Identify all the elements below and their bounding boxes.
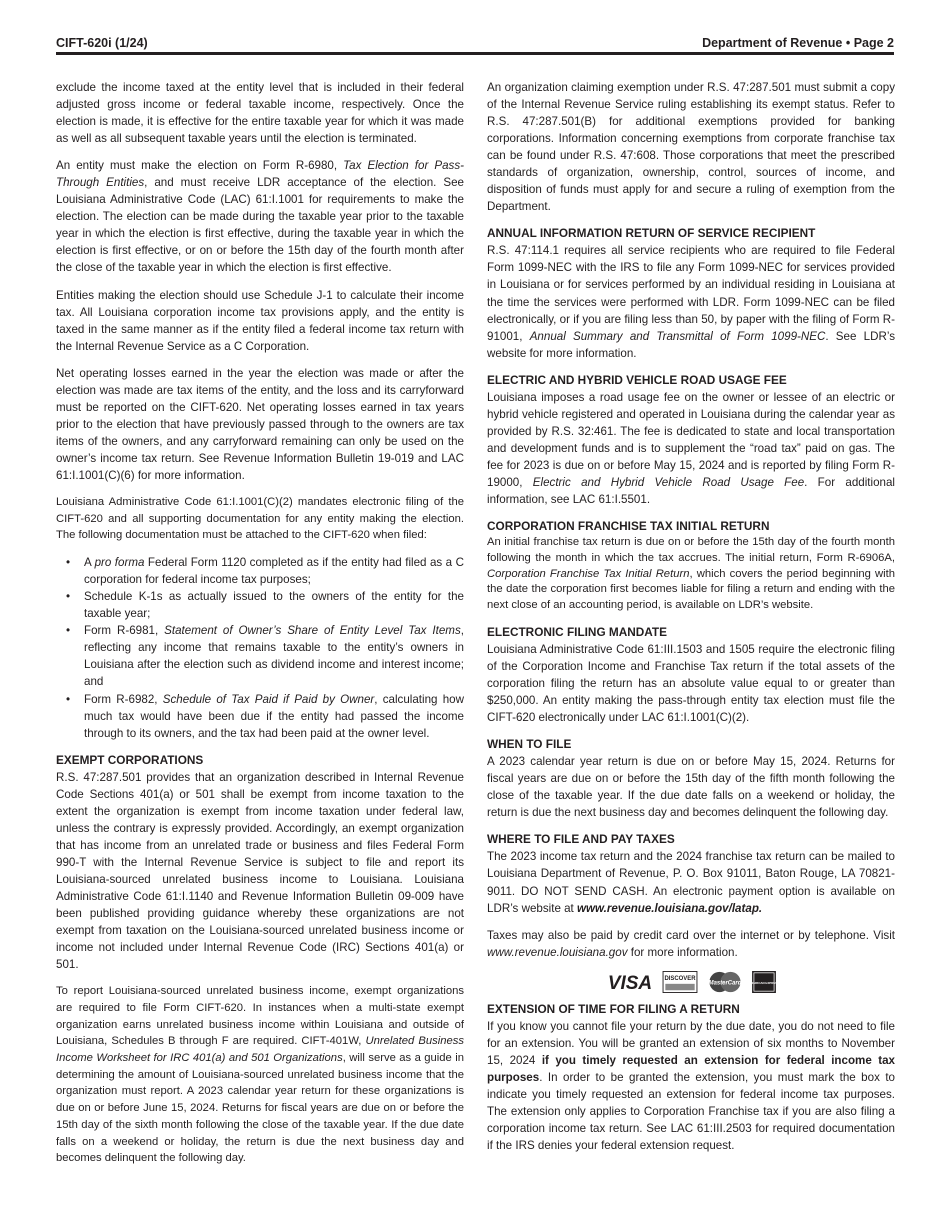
right-column xyxy=(487,79,895,1164)
section-heading-when: WHEN TO FILE xyxy=(487,737,572,752)
list-item: • Form R-6982, Schedule of Tax Paid if Paid by Owner, calculating how much tax would have been due if the entity had passed the income through to its owners, and the tax had been paid at the owner level. xyxy=(66,692,464,740)
paragraph: An organization claiming exemption under R.S. 47:287.501 must submit a copy of the Internal Revenue Service ruling establishing its exempt status. Refer to R.S. 47:287.501(B) for additional exemptions provided for banking corporations. Information concerning exemptions from corporate franchise tax can be found under R.S. 47:608. Those corporations that meet the prescribed standards of organization, ownership, control, sources of income, and disposition of funds must apply for and secure a ruling of exemption from the Department. xyxy=(487,81,895,214)
section-heading-efile: ELECTRONIC FILING MANDATE xyxy=(487,625,668,640)
paragraph: Entities making the election should use Schedule J-1 to calculate their income tax. All Louisiana corporation income tax provisions apply, and the entity is taxed in the same manner as if the entity filed a federal income tax return with the Internal Revenue Service as a C Corporation. xyxy=(56,288,464,353)
mastercard-icon xyxy=(705,971,745,993)
paragraph: Louisiana imposes a road usage fee on the owner or lessee of an electric or hybrid vehicle registered and operated in Louisiana during the calendar year as provided by R.S. 32:461. The fee is dedicated to state and local transportation and development funds and is to supplement the “road tax” paid on gas. The fee for 2023 is due on or before May 15, 2024 and is reported by filing Form R-19000, Electric and Hybrid Vehicle Road Usage Fee. For additional information, see LAC 61:I.5501. xyxy=(487,390,896,506)
svg-text:AMERICAN EXPRESS: AMERICAN EXPRESS xyxy=(748,980,780,985)
form-id: CIFT-620i (1/24) xyxy=(56,36,148,50)
paragraph: R.S. 47:114.1 requires all service recipients who are required to file Federal Form 1099-NEC with the IRS to file any Form 1099-NEC for services provided in Louisiana or for services performed by an individual residing in Louisiana at the time the services were performed with LDR. Form 1099-NEC can be filed electronically, or if you are filing less than 50, by paper with the filing of Form R-91001, Annual Summary and Transmittal of Form 1099-NEC. See LDR’s website for more information. xyxy=(487,244,895,360)
paragraph: If you know you cannot file your return by the due date, you do not need to file for an extension. You will be granted an extension of six months to November 15, 2024 if you timely requested an extension for federal income tax purposes. In order to be granted the extension, you must mark the box to indicate you timely requested an extension for federal income tax purposes. The extension only applies to Corporation Franchise tax if you are also filing a corporation income tax return. See LAC 61:III.2503 for required documentation if the IRS denies your federal extension request. xyxy=(487,1019,895,1153)
credit-card-logos xyxy=(487,971,895,993)
header-rule xyxy=(56,52,894,55)
section-heading-franchise: CORPORATION FRANCHISE TAX INITIAL RETURN xyxy=(487,519,770,534)
section-heading-annual: ANNUAL INFORMATION RETURN OF SERVICE RECIPIENT xyxy=(487,226,816,241)
paragraph: An entity must make the election on Form R-6980, Tax Election for Pass-Through Entities, and must receive LDR acceptance of the election. See Louisiana Administrative Code (LAC) 61:I.1001 for requirements to make the election. The election can be made during the taxable year prior to the taxable year in which the election is first effective, during the taxable year in which the election is first effective, or on or before the 15th day of the fourth month after the close of the taxable year in which the election is first effective. xyxy=(56,159,465,275)
svg-text:VISA: VISA xyxy=(607,972,653,994)
section-heading-exempt: EXEMPT CORPORATIONS xyxy=(56,752,204,767)
visa-icon xyxy=(605,971,655,993)
paragraph: Taxes may also be paid by credit card over the internet or by telephone. Visit www.revenue.louisiana.gov for more information. xyxy=(487,928,895,959)
discover-icon xyxy=(661,971,699,993)
page-header xyxy=(56,35,894,53)
revenue-link[interactable]: www.revenue.louisiana.gov xyxy=(487,945,628,959)
paragraph: An initial franchise tax return is due on or before the 15th day of the fourth month following the month in which the tax accrues. The initial return, Form R-6906A, Corporation Franchise Tax Initial Return, which covers the period beginning with the date the corporation first becomes liable for filing a return and ending with the next close of an accounting period, is available on LDR’s website. xyxy=(487,536,895,612)
paragraph: To report Louisiana-sourced unrelated business income, exempt organizations are required to file Form CIFT-620. In instances when a multi-state exempt organization earns unrelated business income within Louisiana and outside of Louisiana, Schedules B through F are required. CIFT-401W, Unrelated Business Income Worksheet for IRC 401(a) and 501 Organizations, will serve as a guide in determining the amount of Louisiana-sourced unrelated business income that the organization must report. A 2023 calendar year return for these organizations is due on or before June 15, 2024. Returns for fiscal years are due on or before the 15th day of the sixth month following the close of the taxable year. If the due date falls on a weekend or holiday, the return is due the next business day and becomes delinquent the following day. xyxy=(56,985,465,1165)
amex-icon xyxy=(748,971,780,993)
department-page-label: Department of Revenue • Page 2 xyxy=(702,36,894,50)
left-column xyxy=(56,79,464,1177)
section-heading-ev: ELECTRIC AND HYBRID VEHICLE ROAD USAGE FEE xyxy=(487,372,787,387)
paragraph: Net operating losses earned in the year the election was made or after the election was made are tax items of the entity, and the loss and its carryforward must be reported on the CIFT-620. Net operating losses earned in tax years prior to the election that have previously passed through to the owners are tax items of the owners, and any carryforward remaining can only be used on the owner’s income tax return. See Revenue Information Bulletin 19-019 and LAC 61:I.1001(C)(6) for more information. xyxy=(56,366,464,482)
latap-link[interactable]: www.revenue.louisiana.gov/latap. xyxy=(577,901,763,915)
paragraph: A 2023 calendar year return is due on or before May 15, 2024. Returns for fiscal years are due on or before the 15th day of the fifth month following the close of the taxable year. If the due date falls on a weekend or holiday, the return is due the next business day and becomes delinquent the following day. xyxy=(487,755,895,820)
svg-text:DISCOVER: DISCOVER xyxy=(664,975,696,982)
paragraph: Louisiana Administrative Code 61:I.1001(C)(2) mandates electronic filing of the CIFT-620 and all supporting documentation for any entity making the election. The following documentation must be attached to the CIFT-620 when filed: xyxy=(56,496,464,542)
paragraph: exclude the income taxed at the entity level that is included in their federal adjusted gross income or federal taxable income, respectively. Once the election is made, it is effective for the entire taxable year for which it was made as well as all subsequent taxable years until the election is terminated. xyxy=(56,81,464,146)
section-heading-where: WHERE TO FILE AND PAY TAXES xyxy=(487,832,675,847)
paragraph: Louisiana Administrative Code 61:III.1503 and 1505 require the electronic filing of the Corporation Income and Franchise Tax return if the total assets of the corporation filing the return has an absolute value equal to or greater than $250,000. An entity making the pass-through entity tax election must file the CIFT-620 electronically under LAC 61:I.1001(C)(2). xyxy=(487,643,895,725)
paragraph: R.S. 47:287.501 provides that an organization described in Internal Revenue Code Sections 401(a) or 501 shall be exempt from income taxation to the extent the organization is exempt from income taxation under federal law, unless the contrary is expressly provided. Accordingly, an exempt organization that has income from an unrelated trade or business and files Federal Form 990-T with the Internal Revenue Service is subject to file and report its Louisiana-sourced unrelated business income to Louisiana. Louisiana Administrative Code 61:I.1140 and Revenue Information Bulletin 09-009 have been published providing guidance whereby these organizations are not exempt from taxation on the Louisiana-sourced unrelated business income or income not included under Internal Revenue Code (IRC) Sections 401(a) or 501. xyxy=(56,770,464,972)
svg-text:MasterCard: MasterCard xyxy=(708,980,742,987)
list-item: • Schedule K-1s as actually issued to the owners of the entity for the taxable year; xyxy=(66,590,464,621)
list-item: • Form R-6981, Statement of Owner’s Share of Entity Level Tax Items, reflecting any income that remains taxable to the entity’s owners in Louisiana after the election such as dividend income and interest income; and xyxy=(66,624,464,689)
documentation-list xyxy=(56,554,464,742)
list-item: • A pro forma Federal Form 1120 completed as if the entity had filed as a C corporation for federal income tax purposes; xyxy=(66,556,464,587)
section-heading-extension: EXTENSION OF TIME FOR FILING A RETURN xyxy=(487,1001,740,1016)
paragraph: The 2023 income tax return and the 2024 franchise tax return can be mailed to Louisiana Department of Revenue, P. O. Box 91011, Baton Rouge, LA 70821-9011. DO NOT SEND CASH. An electronic payment option is available on LDR’s website at www.revenue.louisiana.gov/latap. xyxy=(487,850,895,915)
